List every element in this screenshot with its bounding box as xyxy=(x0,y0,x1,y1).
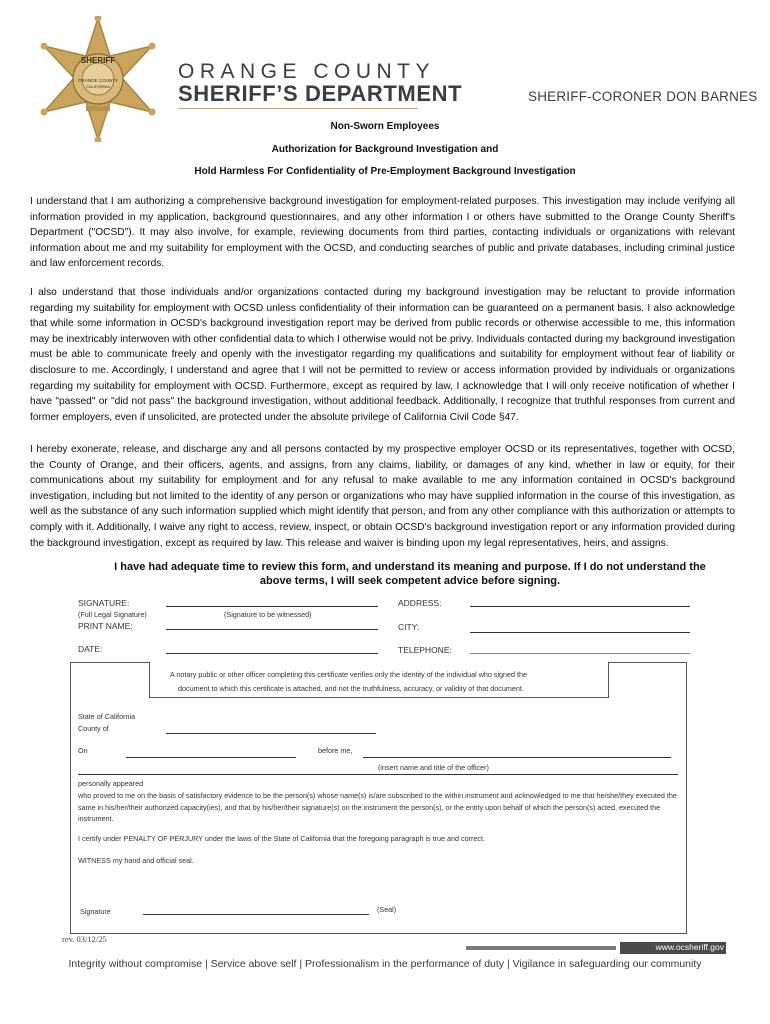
city-line[interactable] xyxy=(470,632,690,633)
notary-personally-appeared-line[interactable] xyxy=(78,774,678,775)
telephone-label: TELEPHONE: xyxy=(398,645,452,655)
address-label: ADDRESS: xyxy=(398,598,442,608)
notary-insert-name-note: (insert name and title of the officer) xyxy=(378,763,489,772)
witnessed-note: (Signature to be witnessed) xyxy=(224,610,312,619)
notary-signature-line[interactable] xyxy=(143,914,369,915)
website-link[interactable]: www.ocsheriff.gov xyxy=(655,942,724,952)
sheriff-name: SHERIFF-CORONER DON BARNES xyxy=(528,89,758,104)
notary-personally-appeared: personally appeared xyxy=(78,779,144,788)
date-line[interactable] xyxy=(166,653,378,654)
notary-seal: (Seal) xyxy=(377,905,397,914)
doc-title-line3: Hold Harmless For Confidentiality of Pre-Employment Background Investigation xyxy=(194,166,576,177)
badge-text-bottom: CALIFORNIA xyxy=(85,84,111,89)
signature-label: SIGNATURE: xyxy=(78,598,130,608)
notary-notice-line1: A notary public or other officer completing this certificate verifies only the identity of the individual who signed the xyxy=(170,670,528,679)
badge-text-mid: ORANGE COUNTY xyxy=(78,78,118,83)
header-divider xyxy=(178,108,418,109)
doc-title-line1: Non-Sworn Employees xyxy=(330,121,440,132)
org-name-line1: ORANGE COUNTY xyxy=(178,60,436,83)
print-name-label: PRINT NAME: xyxy=(78,621,133,631)
footer-accent-stripe xyxy=(466,946,616,950)
acknowledgement-statement: I have had adequate time to review this form, and understand its meaning and purpose. If I do not understand the above terms, I will seek competent advice before signing. xyxy=(114,561,706,587)
notary-county-label: County of xyxy=(78,724,109,733)
city-label: CITY: xyxy=(398,622,420,632)
notary-officer-line[interactable] xyxy=(363,757,671,758)
telephone-line[interactable] xyxy=(470,653,690,654)
notary-county-line[interactable] xyxy=(166,733,376,734)
notary-state: State of California xyxy=(78,712,136,721)
notary-perjury-statement: I certify under PENALTY OF PERJURY under the laws of the State of California that the foregoing paragraph is true and correct. xyxy=(78,834,485,843)
signature-line[interactable] xyxy=(166,606,378,607)
paragraph-release: I hereby exonerate, release, and discharge any and all persons contacted by my prospective employer OCSD or its representatives, together with OCSD, the County of Orange, and their officers, agents, and assigns, from any claims, liability, or damages of any kind, whether in law or equity, for their communications about my suitability for employment and for any refusal to make available to me any information contained in OCSD's background investigation, including but not limited to the identity of any person or organizations who may have supplied information in the course of this investigation, as well as the substance of any such information supplied which might identify that person, and from any other compliance with this authorization or attempts to comply with it. Additionally, I waive any right to access, review, inspect, or obtain OCSD's background investigation report or any information provided during the background investigation, except as required by law. This release and waiver is binding upon my legal representatives, heirs, and assigns. xyxy=(30,444,735,549)
badge-text-top: SHERIFF xyxy=(80,56,116,65)
paragraph-confidentiality: I also understand that those individuals and/or organizations contacted during my background investigation may be reluctant to provide information regarding my suitability for employment with OCSD unless confidentiality of their information can be guaranteed on a permanent basis. I also acknowledge that while some information in OCSD's background investigation report may be derived from public records or otherwise accessible to me, this information may be inextricably interwoven with other confidential data to which I otherwise would not be privy. Individuals contacted during my background investigation must be able to communicate freely and openly with the investigator regarding my qualifications and suitability for employment without fear of liability or disclosure to me. Accordingly, I understand and agree that I will not be permitted to review or access information provided by individuals or organizations regarding my suitability for employment with OCSD. Furthermore, except as required by law, I acknowledge that I will only receive notification of whether I have "passed" or "did not pass" the background investigation, without additional feedback. Additionally, I recognize that truthful responses from current and former employers, even if unsolicited, are protected under the absolute privilege of California Civil Code §47. xyxy=(30,287,735,423)
notary-proved-text: who proved to me on the basis of satisfactory evidence to be the person(s) whose name(s) is/are subscribed to the within instrument and acknowledged to me that he/she/they executed the same in his/her/their authorized capacity(ies), and that by his/her/their signature(s) on the instrument the person(s), or the entity upon behalf of which the person(s) acted, executed the instrument. xyxy=(78,791,677,823)
date-label: DATE: xyxy=(78,644,103,654)
full-legal-signature-note: (Full Legal Signature) xyxy=(78,610,147,619)
notary-notice-line2: document to which this certificate is attached, and not the truthfulness, accuracy, or validity of that document. xyxy=(178,684,524,693)
doc-title-line2: Authorization for Background Investigation and xyxy=(271,144,499,155)
footer-tagline: Integrity without compromise | Service above self | Professionalism in the performance of duty | Vigilance in safeguarding our community xyxy=(68,958,702,970)
notary-witness-statement: WITNESS my hand and official seal. xyxy=(78,856,194,865)
notary-on-label: On xyxy=(78,746,88,755)
print-name-line[interactable] xyxy=(166,629,378,630)
org-name-line2: SHERIFF’S DEPARTMENT xyxy=(178,81,463,106)
paragraph-authorization: I understand that I am authorizing a comprehensive background investigation for employment-related purposes. This investigation may include verifying all information provided in my application, background questionnaires, and any other information I or others have submitted to the Orange County Sheriff's Department ("OCSD"). It may also involve, for example, reviewing documents from third parties, contacting individuals or organizations with relevant information about me and my suitability for employment with the OCSD, and conducting searches of public and private databases, including criminal justice and law enforcement records. xyxy=(30,196,735,270)
notary-before-me: before me, xyxy=(318,746,353,755)
notary-signature-label: Signature xyxy=(80,907,111,916)
notary-date-line[interactable] xyxy=(126,757,296,758)
revision-date: rev. 03/12/25 xyxy=(62,934,107,944)
address-line[interactable] xyxy=(470,606,690,607)
